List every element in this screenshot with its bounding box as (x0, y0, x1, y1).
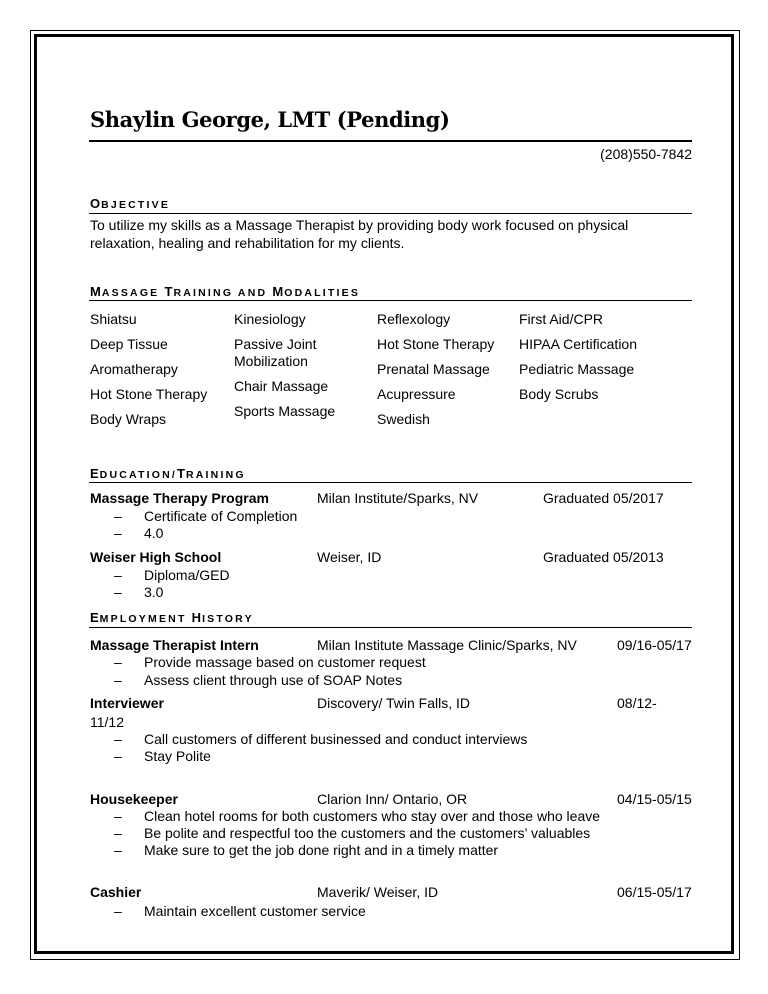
modality-item: Pediatric Massage (519, 361, 635, 377)
education-date: Graduated 05/2017 (543, 490, 664, 506)
modality-item-continued: Mobilization (234, 353, 308, 369)
name-underline (89, 140, 692, 142)
modality-item: Body Scrubs (519, 386, 599, 402)
employment-heading: EMPLOYMENT HISTORY (90, 610, 254, 625)
education-title: Massage Therapy Program (90, 490, 269, 506)
job-bullet: – Make sure to get the job done right and in a timely matter (114, 842, 499, 858)
job-date-continued: 11/12 (90, 714, 124, 730)
modalities-heading: MASSAGE TRAINING AND MODALITIES (90, 284, 361, 299)
education-bullet: – 4.0 (114, 525, 164, 541)
education-heading: EDUCATION/TRAINING (90, 466, 246, 481)
job-date: 04/15-05/15 (617, 791, 692, 807)
phone-number: (208)550-7842 (600, 146, 692, 162)
modality-item: Hot Stone Therapy (90, 386, 208, 402)
education-rule (89, 482, 692, 483)
modality-item: Chair Massage (234, 378, 329, 394)
modality-item: Passive Joint (234, 336, 317, 352)
job-bullet: – Be polite and respectful too the customers and the customers’ valuables (114, 825, 591, 841)
modality-item: Prenatal Massage (377, 361, 490, 377)
job-bullet: – Clean hotel rooms for both customers who stay over and those who leave (114, 808, 601, 824)
job-place: Maverik/ Weiser, ID (317, 884, 439, 900)
education-place: Milan Institute/Sparks, NV (317, 490, 479, 506)
job-bullet: – Provide massage based on customer request (114, 654, 426, 670)
objective-rule (89, 213, 692, 214)
objective-line-1: To utilize my skills as a Massage Therapist by providing body work focused on physical (90, 217, 629, 233)
modalities-column-4 (519, 310, 637, 410)
education-place: Weiser, ID (317, 549, 382, 565)
education-date: Graduated 05/2013 (543, 549, 664, 565)
job-place: Milan Institute Massage Clinic/Sparks, NV (317, 637, 577, 653)
modality-item: Body Wraps (90, 411, 166, 427)
modality-item: Sports Massage (234, 403, 336, 419)
job-title: Housekeeper (90, 791, 178, 807)
modalities-rule (89, 300, 692, 301)
job-date: 06/15-05/17 (617, 884, 692, 900)
objective-line-2: relaxation, healing and rehabilitation for my clients. (90, 235, 405, 251)
modality-item: Deep Tissue (90, 336, 168, 352)
modalities-column-3 (377, 310, 494, 435)
education-title: Weiser High School (90, 549, 222, 565)
job-bullet: – Maintain excellent customer service (114, 903, 366, 919)
job-title: Interviewer (90, 695, 164, 711)
modality-item: Aromatherapy (90, 361, 178, 377)
modality-item: First Aid/CPR (519, 311, 604, 327)
modalities-column-1 (90, 310, 207, 435)
objective-heading: OBJECTIVE (90, 196, 171, 211)
modality-item: HIPAA Certification (519, 336, 638, 352)
resume-name: Shaylin George, LMT (Pending) (90, 107, 450, 132)
modality-item: Shiatsu (90, 311, 137, 327)
job-bullet: – Stay Polite (114, 748, 211, 764)
job-date: 08/12- (617, 695, 657, 711)
education-bullet: – Diploma/GED (114, 567, 230, 583)
modality-item: Kinesiology (234, 311, 306, 327)
modality-item: Reflexology (377, 311, 451, 327)
job-place: Clarion Inn/ Ontario, OR (317, 791, 468, 807)
modalities-column-2 (234, 310, 335, 427)
job-title: Massage Therapist Intern (90, 637, 259, 653)
education-bullet: – 3.0 (114, 584, 164, 600)
modality-item: Swedish (377, 411, 430, 427)
modality-item: Hot Stone Therapy (377, 336, 495, 352)
job-place: Discovery/ Twin Falls, ID (317, 695, 470, 711)
education-bullet: – Certificate of Completion (114, 508, 298, 524)
job-title: Cashier (90, 884, 142, 900)
job-bullet: – Call customers of different businessed and conduct interviews (114, 731, 528, 747)
job-date: 09/16-05/17 (617, 637, 692, 653)
modality-item: Acupressure (377, 386, 456, 402)
job-bullet: – Assess client through use of SOAP Notes (114, 672, 403, 688)
employment-rule (89, 627, 692, 628)
